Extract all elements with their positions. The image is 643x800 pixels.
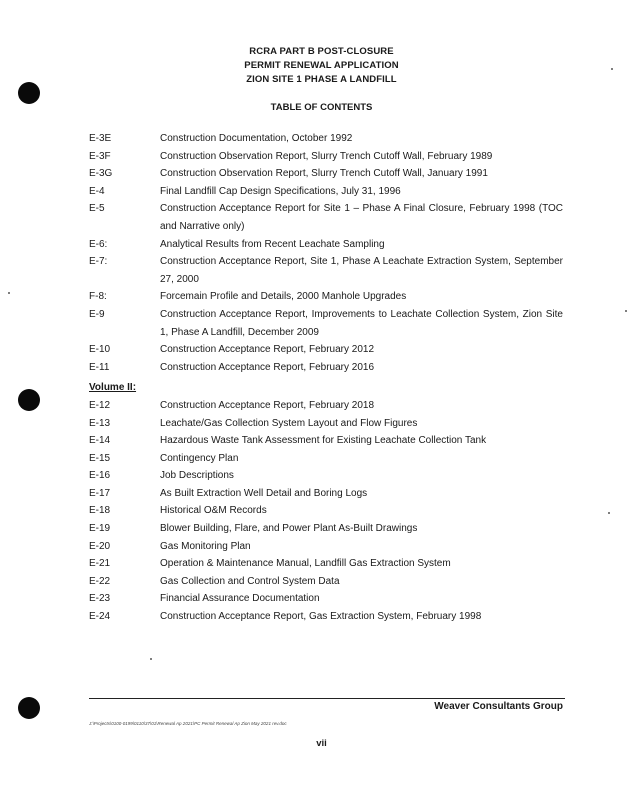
scan-speck [150, 658, 152, 660]
toc-entry-code: E-23 [89, 593, 111, 605]
toc-entry-code: E-3F [89, 150, 111, 162]
toc-entry-code: E-3G [89, 168, 113, 180]
toc-entry-desc: Job Descriptions [160, 470, 234, 482]
toc-entry-desc: Construction Acceptance Report for Site 1 – Phase A Final Closure, February 1998 (TOC and Narrative only) [160, 203, 563, 232]
toc-list [0, 130, 643, 626]
toc-entry-code: E-18 [89, 505, 111, 517]
toc-entry [0, 502, 643, 520]
toc-entry-desc: Leachate/Gas Collection System Layout and Flow Figures [160, 417, 418, 429]
toc-entry-code: E-11 [89, 361, 110, 373]
toc-entry [0, 148, 643, 166]
toc-entry-desc: Construction Acceptance Report, Gas Extraction System, February 1998 [160, 611, 482, 623]
toc-entry-code: E-20 [89, 540, 111, 552]
toc-entry-code: E-5 [89, 203, 105, 215]
toc-entry [0, 359, 643, 377]
toc-entry-code: E-21 [89, 558, 111, 570]
toc-entry-code: E-17 [89, 487, 111, 499]
toc-entry-desc: As Built Extraction Well Detail and Boring Logs [160, 487, 368, 499]
company-name: Weaver Consultants Group [434, 701, 563, 712]
toc-entry [0, 467, 643, 485]
toc-entry [0, 341, 643, 359]
toc-entry-desc: Construction Acceptance Report, Site 1, Phase A Leachate Extraction System, September 27, 2000 [160, 256, 563, 285]
toc-entry-desc: Hazardous Waste Tank Assessment for Existing Leachate Collection Tank [160, 435, 487, 447]
toc-entry-desc: Analytical Results from Recent Leachate Sampling [160, 238, 385, 250]
toc-entry-desc: Gas Monitoring Plan [160, 540, 251, 552]
volume-2-heading: Volume II: [89, 382, 137, 394]
toc-entry [0, 130, 643, 148]
toc-entry [0, 432, 643, 450]
toc-entry-desc: Financial Assurance Documentation [160, 593, 320, 605]
toc-entry-desc: Construction Documentation, October 1992 [160, 133, 353, 144]
toc-entry-desc: Historical O&M Records [160, 505, 267, 517]
toc-entry [0, 165, 643, 183]
toc-entry [0, 538, 643, 556]
toc-entry-desc: Construction Acceptance Report, February 2012 [160, 344, 375, 356]
toc-entry [0, 183, 643, 201]
toc-title: TABLE OF CONTENTS [270, 102, 373, 113]
toc-entry-desc: Contingency Plan [160, 452, 239, 464]
toc-entry-desc: Construction Acceptance Report, Improvements to Leachate Collection System, Zion Site 1, Phase A Landfill, December 2009 [160, 308, 563, 338]
toc-entry-code: E-14 [89, 435, 111, 447]
toc-entry-desc: Construction Observation Report, Slurry Trench Cutoff Wall, February 1989 [160, 150, 493, 162]
toc-entry-desc: Construction Observation Report, Slurry Trench Cutoff Wall, January 1991 [160, 168, 488, 180]
toc-entry [0, 590, 643, 608]
doc-header-line-1: RCRA PART B POST-CLOSURE [249, 46, 394, 57]
footer-divider [89, 698, 565, 699]
toc-entry [0, 397, 643, 415]
toc-entry [0, 253, 643, 288]
toc-entry [0, 555, 643, 573]
toc-entry [0, 415, 643, 433]
toc-entry-code: E-4 [89, 185, 105, 197]
toc-entry [0, 288, 643, 306]
page-number: vii [316, 738, 327, 749]
toc-entry [0, 608, 643, 626]
toc-entry-desc: Construction Acceptance Report, February 2018 [160, 399, 375, 411]
toc-entry-code: E-3E [89, 133, 112, 144]
toc-entry [0, 236, 643, 254]
toc-entry [0, 485, 643, 503]
toc-entry-desc: Construction Acceptance Report, February 2016 [160, 361, 375, 373]
toc-entry-code: E-13 [89, 417, 111, 429]
toc-entry-code: E-12 [89, 399, 111, 411]
toc-entry-code: E-10 [89, 344, 111, 356]
toc-entry-desc: Final Landfill Cap Design Specifications, July 31, 1996 [160, 185, 401, 197]
toc-entry-code: E-7: [89, 256, 108, 268]
toc-entry-code: E-15 [89, 452, 111, 464]
doc-header-line-2: PERMIT RENEWAL APPLICATION [244, 60, 399, 71]
toc-entry-desc: Forcemain Profile and Details, 2000 Manhole Upgrades [160, 291, 407, 303]
toc-entry [0, 200, 643, 235]
toc-entry-code: F-8: [89, 291, 107, 303]
doc-header-line-3: ZION SITE 1 PHASE A LANDFILL [246, 74, 397, 85]
toc-entry-code: E-24 [89, 611, 111, 623]
toc-entry-code: E-22 [89, 575, 111, 587]
toc-entry [0, 520, 643, 538]
toc-entry [0, 573, 643, 591]
toc-entry-desc: Gas Collection and Control System Data [160, 575, 340, 587]
toc-entry-code: E-16 [89, 470, 111, 482]
toc-entry-desc: Operation & Maintenance Manual, Landfill Gas Extraction System [160, 558, 451, 570]
toc-entry [0, 306, 643, 341]
toc-entry-code: E-6: [89, 238, 108, 250]
punch-hole-bottom [18, 697, 40, 719]
toc-entry-code: E-9 [89, 308, 105, 320]
file-path: J:\Projects\0100-0199\0110\37\01\Renewal Ap 2021\PC Permit Renewal Ap Zion May 2021 rev.doc [89, 721, 287, 726]
toc-entry-desc: Blower Building, Flare, and Power Plant As-Built Drawings [160, 523, 418, 535]
toc-entry [0, 450, 643, 468]
toc-entry-code: E-19 [89, 523, 111, 535]
